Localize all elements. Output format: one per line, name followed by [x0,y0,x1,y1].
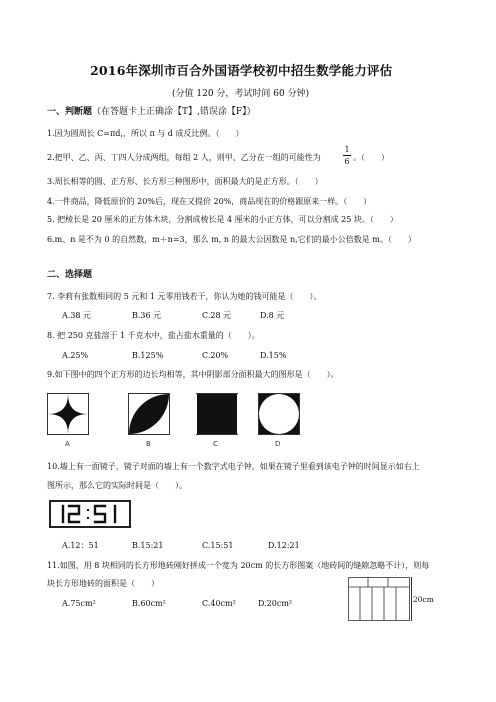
q8-option-b: B.125% [132,351,164,360]
q8-stem: 8. 把 250 克盐溶于 1 千克水中，盐占盐水重量的（ ）。 [47,331,260,340]
q11-option-c: C.40cm² [202,599,236,608]
judge-q1: 1.因为圆周长 C=πd,，所以 π 与 d 成反比例。（ ） [47,129,244,138]
q9-figure-c [196,393,238,435]
q9-label-a: A [65,440,70,448]
q9-label-c: C [213,440,218,448]
q9-label-b: B [146,440,151,448]
q11-tile-figure [348,577,410,621]
q7-stem: 7. 李莉有张数相同的 5 元和 1 元零用钱若干，你认为她的钱可能是（ ）。 [47,292,322,301]
q9-figure-d [258,393,300,435]
digital-clock [49,500,131,528]
q7-option-c: C.28 元 [202,311,232,320]
q11-option-d: D.20cm² [258,599,293,608]
q7-option-b: B.36 元 [132,311,162,320]
q9-stem: 9.如下图中的四个正方形的边长均相等，其中阴影部分面积最大的图形是（ ）。 [47,370,339,379]
section1-note: （在答题卡上正确涂【T】,错误涂【F】） [92,107,256,117]
q11-dimension-label: 20cm [413,595,434,604]
q10-option-b: B.15:21 [132,541,164,550]
q7-option-a: A.38 元 [62,311,92,320]
clock-digits [51,502,129,526]
q8-option-d: D.15% [260,351,287,360]
q7-option-d: D.8 元 [260,311,285,320]
judge-q2-fraction-den: 6 [344,157,350,166]
q11-stem-line1: 11.如图，用 8 块相同的长方形地砖刚好拼成一个宽为 20cm 的长方形图案（地砖间的缝隙忽略不计），则每 [47,561,430,570]
judge-q2: 2.把甲、乙、丙、丁四人分成两组，每组 2 人，则甲、乙分在一组的可能性为 [47,153,321,162]
judge-q2-fraction-num: 1 [344,145,350,154]
judge-q5: 5. 把棱长是 20 厘米的正方体木块，分割成棱长是 4 厘米的小正方体，可以分割成 25 块。（ ） [47,215,398,224]
section1-heading [47,107,256,118]
q8-option-a: A.25% [62,351,89,360]
q11-option-a: A.75cm² [62,599,96,608]
q10-stem-line2: 图所示，那么它的实际时间是（ ）。 [47,481,187,490]
judge-q2-fraction-bar [343,155,351,156]
page-title: 2016年深圳市百合外国语学校初中招生数学能力评估 [90,63,393,78]
page-subtitle: (分值 120 分，考试时间 60 分钟) [172,89,310,99]
q10-option-d: D.12:21 [268,541,300,550]
section2-heading: 二、选择题 [47,270,93,280]
q11-dimension-tick [411,577,412,621]
q9-label-d: D [275,440,281,448]
judge-q3: 3.周长相等的圆、正方形、长方形三种图形中，面积最大的是正方形。（ ） [47,177,323,186]
q11-option-b: B.60cm² [132,599,166,608]
q10-option-c: C.15:51 [202,541,234,550]
q10-option-a: A.12：51 [62,541,99,550]
q8-option-c: C.20% [202,351,229,360]
judge-q2-tail: 。（ ） [353,153,389,162]
q10-stem-line1: 10.墙上有一面镜子，镜子对面的墙上有一个数字式电子钟，如果在镜子里看到该电子钟的时间显示如右上 [47,462,420,471]
judge-q6: 6.m、n 是不为 0 的自然数，m＋n=3，那么 m, n 的最大公因数是 n,它们的最小公倍数是 m。（ ） [47,235,416,244]
q9-figure-a [47,393,89,435]
q9-figure-b [128,393,170,435]
judge-q4: 4.一件商品，降低原价的 20%后，现在又提价 20%，商品现在的价格跟原来一样。（ ） [47,197,372,206]
q11-stem-line2: 块长方形地砖的面积是（ ） [47,579,159,588]
section1-title: 一、判断题 [47,107,93,117]
